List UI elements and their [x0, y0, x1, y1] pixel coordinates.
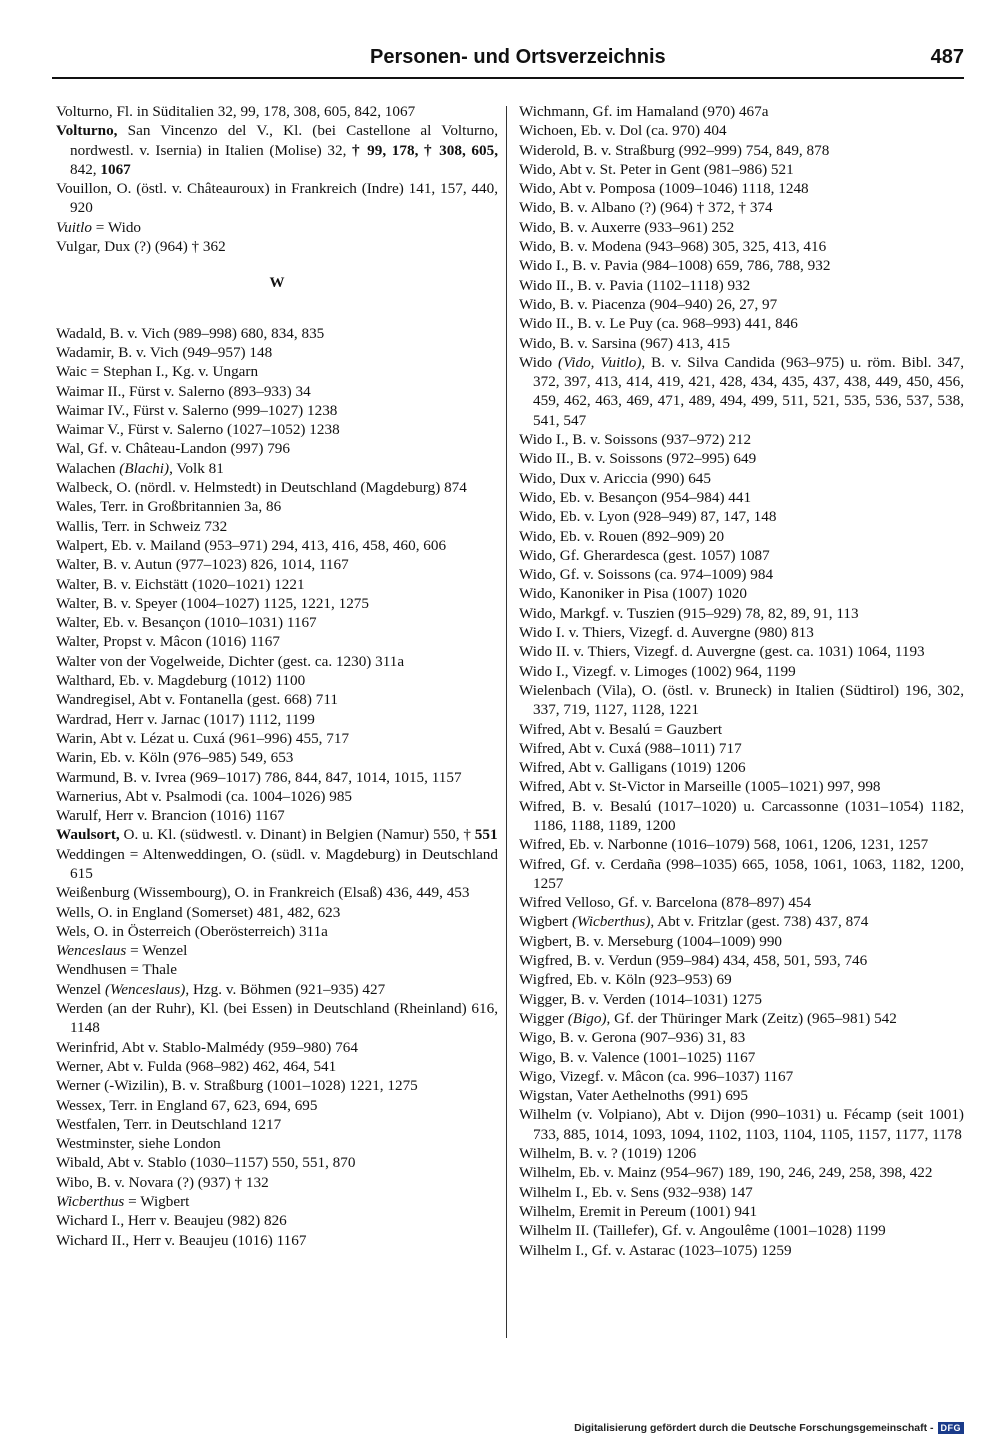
- index-entry: Wido, Abt v. St. Peter in Gent (981–986) 521: [519, 160, 794, 178]
- index-entry: Vouillon, O. (östl. v. Châteauroux) in Frankreich (Indre) 141, 157, 440, 920: [56, 180, 498, 217]
- index-entry: Walter, B. v. Autun (977–1023) 826, 1014, 1167: [56, 556, 349, 574]
- index-entry: Wadamir, B. v. Vich (949–957) 148: [56, 343, 273, 361]
- index-entry: Wido I. v. Thiers, Vizegf. d. Auvergne (980) 813: [519, 624, 814, 642]
- index-entry: Wido, Markgf. v. Tuszien (915–929) 78, 82, 89, 91, 113: [519, 604, 859, 622]
- index-entry: Walbeck, O. (nördl. v. Helmstedt) in Deutschland (Magdeburg) 874: [56, 479, 467, 497]
- index-entry: Waimar II., Fürst v. Salerno (893–933) 34: [56, 382, 311, 400]
- index-entry: Wichmann, Gf. im Hamaland (970) 467a: [519, 103, 769, 120]
- index-entry: Wido, Eb. v. Besançon (954–984) 441: [519, 488, 752, 506]
- index-entry: Wels, O. in Österreich (Oberösterreich) 311a: [56, 922, 328, 940]
- index-entry: Wigger, B. v. Verden (1014–1031) 1275: [519, 990, 763, 1008]
- index-entry: Wido, B. v. Modena (943–968) 305, 325, 413, 416: [519, 238, 827, 256]
- index-entry: Wifred, Eb. v. Narbonne (1016–1079) 568, 1061, 1206, 1231, 1257: [519, 836, 929, 854]
- page-header: [52, 46, 964, 74]
- page-title: Personen- und Ortsverzeichnis: [370, 46, 666, 68]
- index-entry: Wigo, B. v. Valence (1001–1025) 1167: [519, 1048, 756, 1066]
- index-entry: Wido, Eb. v. Lyon (928–949) 87, 147, 148: [519, 508, 777, 526]
- index-entry: Westfalen, Terr. in Deutschland 1217: [56, 1115, 282, 1133]
- index-entry: Werden (an der Ruhr), Kl. (bei Essen) in Deutschland (Rheinland) 616, 1148: [56, 1000, 498, 1037]
- index-entry: Wibo, B. v. Novara (?) (937) † 132: [56, 1173, 269, 1191]
- index-entry: Walter, Propst v. Mâcon (1016) 1167: [56, 633, 280, 651]
- index-entry: Wadald, B. v. Vich (989–998) 680, 834, 835: [56, 324, 325, 342]
- index-entry: Vulgar, Dux (?) (964) † 362: [56, 238, 226, 256]
- index-entry: Werner, Abt v. Fulda (968–982) 462, 464, 541: [56, 1057, 337, 1075]
- index-entry: Wichard II., Herr v. Beaujeu (1016) 1167: [56, 1231, 307, 1249]
- index-entry: Wigstan, Vater Aethelnoths (991) 695: [519, 1087, 748, 1105]
- index-entry: Warulf, Herr v. Brancion (1016) 1167: [56, 807, 285, 825]
- index-entry: Wenceslaus = Wenzel: [56, 942, 188, 960]
- index-entry: Wicberthus = Wigbert: [56, 1193, 190, 1211]
- right-column: [519, 102, 964, 1260]
- index-entry: Wilhelm, B. v. ? (1019) 1206: [519, 1145, 697, 1163]
- column-divider: [506, 106, 507, 1338]
- index-entry: Wido, B. v. Sarsina (967) 413, 415: [519, 334, 731, 352]
- index-entry: Waimar IV., Fürst v. Salerno (999–1027) 1238: [56, 401, 338, 419]
- index-entry: Wells, O. in England (Somerset) 481, 482, 623: [56, 903, 341, 921]
- index-entry: Wido, Dux v. Ariccia (990) 645: [519, 469, 711, 487]
- dfg-logo: DFG: [938, 1422, 965, 1434]
- index-entry: Wifred, Gf. v. Cerdaña (998–1035) 665, 1058, 1061, 1063, 1182, 1200, 1257: [519, 855, 964, 892]
- index-entry: Weißenburg (Wissembourg), O. in Frankreich (Elsaß) 436, 449, 453: [56, 884, 470, 902]
- index-entry: Wifred, Abt v. Galligans (1019) 1206: [519, 759, 746, 777]
- left-column: [56, 102, 498, 1250]
- index-entry: Wendhusen = Thale: [56, 961, 177, 979]
- index-entry: Wido (Vido, Vuitlo), B. v. Silva Candida (963–975) u. röm. Bibl. 347, 372, 397, 413, 414, 419, 421, 428, 434, 435, 437, 438, 449, 450, 456, 459, 462, 463, 469, 471, 489, 494, 499, 511, 521, 535, 536, 537, 538, 541, 547: [519, 353, 964, 429]
- index-entry: Wifred, Abt v. St-Victor in Marseille (1005–1021) 997, 998: [519, 778, 881, 796]
- index-entry: Wido, Gf. v. Soissons (ca. 974–1009) 984: [519, 566, 774, 584]
- index-entry: Wigfred, Eb. v. Köln (923–953) 69: [519, 971, 732, 989]
- index-entry: Walthard, Eb. v. Magdeburg (1012) 1100: [56, 672, 306, 690]
- index-entry: Wido I., B. v. Soissons (937–972) 212: [519, 431, 752, 449]
- index-entry: Wilhelm, Eremit in Pereum (1001) 941: [519, 1202, 758, 1220]
- index-entry: Wielenbach (Vila), O. (östl. v. Bruneck) in Italien (Südtirol) 196, 302, 337, 719, 1127, 1128, 1221: [519, 681, 964, 719]
- index-entry: Warin, Eb. v. Köln (976–985) 549, 653: [56, 749, 294, 767]
- index-entry: Wichoen, Eb. v. Dol (ca. 970) 404: [519, 122, 727, 140]
- index-entry: Wal, Gf. v. Château-Landon (997) 796: [56, 440, 290, 458]
- index-entry: Wifred Velloso, Gf. v. Barcelona (878–897) 454: [519, 894, 812, 912]
- index-entry: Wilhelm I., Eb. v. Sens (932–938) 147: [519, 1183, 753, 1201]
- index-entry: Waic = Stephan I., Kg. v. Ungarn: [56, 363, 259, 381]
- index-entry: Wido II., B. v. Soissons (972–995) 649: [519, 450, 757, 468]
- index-entry: Walpert, Eb. v. Mailand (953–971) 294, 413, 416, 458, 460, 606: [56, 536, 447, 554]
- index-entry: Werinfrid, Abt v. Stablo-Malmédy (959–980) 764: [56, 1038, 358, 1056]
- index-entry: Wigo, Vizegf. v. Mâcon (ca. 996–1037) 1167: [519, 1067, 794, 1085]
- footer-text: Digitalisierung gefördert durch die Deutsche Forschungsgemeinschaft -: [574, 1422, 934, 1434]
- index-entry: Widerold, B. v. Straßburg (992–999) 754, 849, 878: [519, 141, 830, 159]
- index-entry: Walter, B. v. Eichstätt (1020–1021) 1221: [56, 575, 305, 593]
- index-entry: Wido II., B. v. Pavia (1102–1118) 932: [519, 276, 751, 294]
- index-entry: Wifred, Abt v. Cuxá (988–1011) 717: [519, 739, 742, 757]
- index-entry: Wigo, B. v. Gerona (907–936) 31, 83: [519, 1029, 746, 1047]
- index-entry: Wilhelm, Eb. v. Mainz (954–967) 189, 190, 246, 249, 258, 398, 422: [519, 1164, 933, 1182]
- index-entry: Wifred, B. v. Besalú (1017–1020) u. Carcassonne (1031–1054) 1182, 1186, 1188, 1189, 1200: [519, 797, 964, 834]
- index-entry: Walter von der Vogelweide, Dichter (gest. ca. 1230) 311a: [56, 652, 405, 670]
- index-entry: Weddingen = Altenweddingen, O. (südl. v. Magdeburg) in Deutschland 615: [56, 845, 498, 882]
- index-entry: Wigger (Bigo), Gf. der Thüringer Mark (Zeitz) (965–981) 542: [519, 1009, 897, 1027]
- section-letter: W: [269, 275, 285, 292]
- index-entry: Wido, Kanoniker in Pisa (1007) 1020: [519, 585, 748, 603]
- left-entries-top: [56, 102, 498, 256]
- index-entry: Waimar V., Fürst v. Salerno (1027–1052) 1238: [56, 421, 340, 439]
- index-entry: Westminster, siehe London: [56, 1135, 221, 1153]
- index-entry: Wenzel (Wenceslaus), Hzg. v. Böhmen (921–935) 427: [56, 980, 386, 998]
- index-entry: Volturno, Fl. in Süditalien 32, 99, 178, 308, 605, 842, 1067: [56, 103, 416, 120]
- page-number: 487: [930, 46, 964, 68]
- index-entry: Warin, Abt v. Lézat u. Cuxá (961–996) 455, 717: [56, 729, 350, 747]
- index-entry: Wido, Eb. v. Rouen (892–909) 20: [519, 527, 725, 545]
- left-entries: [56, 324, 498, 1250]
- index-entry: Wido II., B. v. Le Puy (ca. 968–993) 441, 846: [519, 315, 798, 333]
- index-entry: Waulsort, O. u. Kl. (südwestl. v. Dinant) in Belgien (Namur) 550, † 551: [56, 826, 498, 844]
- index-entry: Wilhelm I., Gf. v. Astarac (1023–1075) 1259: [519, 1241, 792, 1259]
- index-entry: Wilhelm (v. Volpiano), Abt v. Dijon (990–1031) u. Fécamp (seit 1001) 733, 885, 1014, 1093, 1094, 1102, 1103, 1104, 1105, 1157, 1177, 1178: [519, 1106, 964, 1143]
- index-entry: Wido, Abt v. Pomposa (1009–1046) 1118, 1248: [519, 180, 809, 198]
- index-entry: Vuitlo = Wido: [56, 218, 142, 236]
- index-entry: Volturno, San Vincenzo del V., Kl. (bei Castellone al Volturno, nordwestl. v. Isernia) in Italien (Molise) 32, † 99, 178, † 308, 605, 842, 1067: [56, 122, 499, 178]
- index-entry: Wifred, Abt v. Besalú = Gauzbert: [519, 720, 723, 738]
- index-entry: Wardrad, Herr v. Jarnac (1017) 1112, 1199: [56, 710, 315, 728]
- index-entry: Wigfred, B. v. Verdun (959–984) 434, 458, 501, 593, 746: [519, 952, 868, 970]
- index-entry: Wandregisel, Abt v. Fontanella (gest. 668) 711: [56, 691, 338, 709]
- index-entry: Warnerius, Abt v. Psalmodi (ca. 1004–1026) 985: [56, 787, 353, 805]
- index-entry: Wido, Gf. Gherardesca (gest. 1057) 1087: [519, 546, 770, 564]
- index-entry: Wales, Terr. in Großbritannien 3a, 86: [56, 498, 282, 516]
- index-entry: Wido, B. v. Auxerre (933–961) 252: [519, 218, 735, 236]
- index-entry: Wido, B. v. Piacenza (904–940) 26, 27, 97: [519, 295, 778, 313]
- index-entry: Wido, B. v. Albano (?) (964) † 372, † 374: [519, 199, 773, 217]
- header-rule: [52, 77, 964, 79]
- index-entry: Wessex, Terr. in England 67, 623, 694, 695: [56, 1096, 318, 1114]
- index-entry: Walter, Eb. v. Besançon (1010–1031) 1167: [56, 614, 317, 632]
- index-entry: Walter, B. v. Speyer (1004–1027) 1125, 1221, 1275: [56, 594, 369, 612]
- index-entry: Wido I., Vizegf. v. Limoges (1002) 964, 1199: [519, 662, 796, 680]
- index-entry: Walachen (Blachi), Volk 81: [56, 459, 224, 477]
- index-entry: Wichard I., Herr v. Beaujeu (982) 826: [56, 1212, 287, 1230]
- index-entry: Wallis, Terr. in Schweiz 732: [56, 517, 228, 535]
- index-entry: Warmund, B. v. Ivrea (969–1017) 786, 844, 847, 1014, 1015, 1157: [56, 768, 462, 786]
- index-entry: Wido II. v. Thiers, Vizegf. d. Auvergne (gest. ca. 1031) 1064, 1193: [519, 643, 925, 661]
- index-entry: Wigbert (Wicberthus), Abt v. Fritzlar (gest. 738) 437, 874: [519, 913, 869, 931]
- index-entry: Wido I., B. v. Pavia (984–1008) 659, 786, 788, 932: [519, 257, 831, 275]
- right-entries: [519, 102, 964, 1260]
- index-entry: Wilhelm II. (Taillefer), Gf. v. Angoulême (1001–1028) 1199: [519, 1222, 886, 1240]
- index-entry: Wibald, Abt v. Stablo (1030–1157) 550, 551, 870: [56, 1154, 356, 1172]
- index-entry: Wigbert, B. v. Merseburg (1004–1009) 990: [519, 932, 783, 950]
- index-entry: Werner (-Wizilin), B. v. Straßburg (1001–1028) 1221, 1275: [56, 1077, 418, 1095]
- footer: [574, 1422, 964, 1434]
